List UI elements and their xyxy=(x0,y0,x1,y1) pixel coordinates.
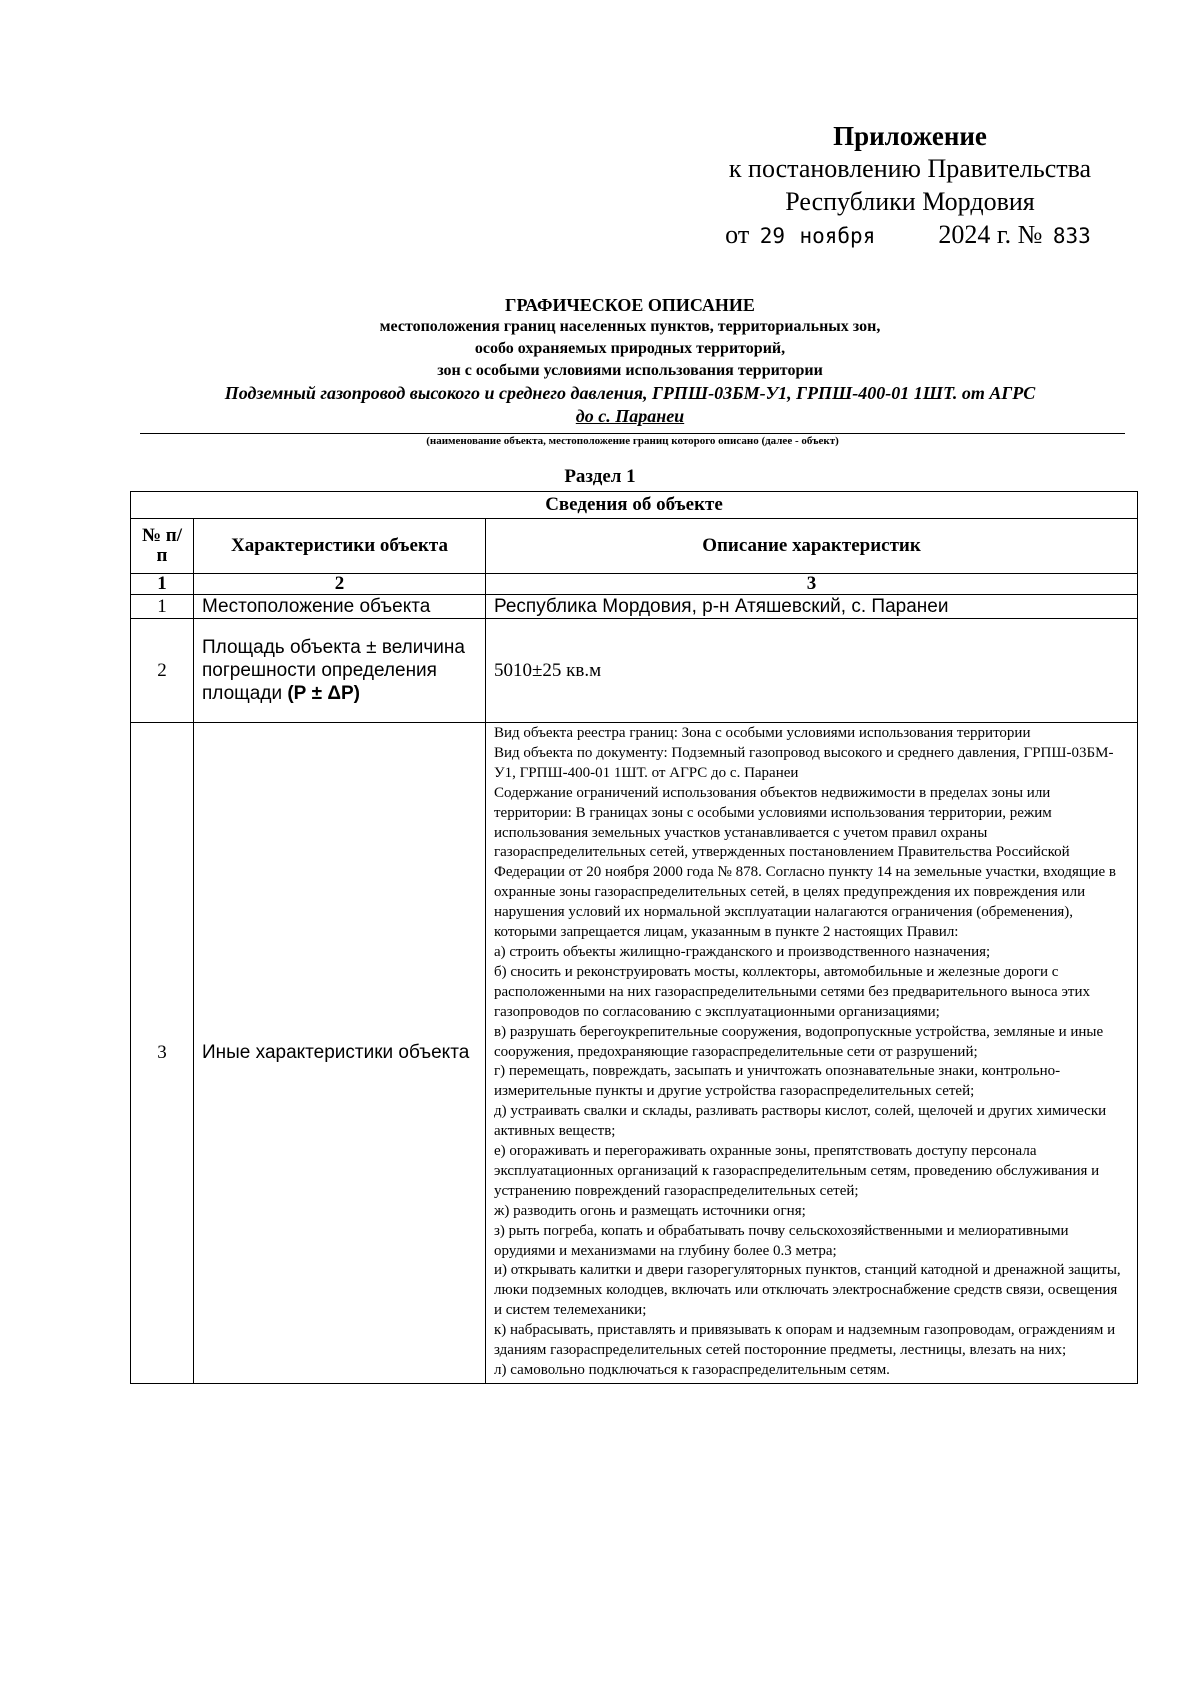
row-number: 2 xyxy=(131,619,194,723)
area-formula: (Р ± ΔР) xyxy=(287,683,360,704)
object-name-line-1: Подземный газопровод высокого и среднего давления, ГРПШ-03БМ-У1, ГРПШ-400-01 1ШТ. от АГРС xyxy=(224,383,1036,403)
restriction-paragraph: г) перемещать, повреждать, засыпать и уничтожать опознавательные знаки, контрольно-измерительные пункты и другие устройства газораспределительных сетей; xyxy=(494,1063,1061,1100)
object-name-underline xyxy=(140,433,1125,434)
restriction-paragraph: Вид объекта по документу: Подземный газопровод высокого и среднего давления, ГРПШ-03БМ-У1, ГРПШ-400-01 1ШТ. от АГРС до с. Паранеи xyxy=(494,744,1114,781)
row-value xyxy=(486,723,1138,1384)
table-row xyxy=(131,723,1138,1384)
table-row xyxy=(131,619,1138,723)
header-description: Описание характеристик xyxy=(486,519,1138,574)
restriction-paragraph: л) самовольно подключаться к газораспределительным сетям. xyxy=(494,1362,890,1378)
column-number-3: 3 xyxy=(486,574,1138,595)
column-number-2: 2 xyxy=(194,574,486,595)
heading-line-1: местоположения границ населенных пунктов, территориальных зон, xyxy=(379,318,881,335)
heading-line-2: особо охраняемых природных территорий, xyxy=(474,340,786,357)
row-characteristic: Местоположение объекта xyxy=(194,595,486,619)
date-day: 29 xyxy=(759,224,785,248)
table-row xyxy=(131,595,1138,619)
date-year: 2024 г. № xyxy=(938,220,1043,249)
document-heading xyxy=(130,294,1130,428)
object-name-caption: (наименование объекта, местоположение границ которого описано (далее - объект) xyxy=(426,435,839,447)
heading-title: ГРАФИЧЕСКОЕ ОПИСАНИЕ xyxy=(505,295,755,315)
restriction-paragraph: Вид объекта реестра границ: Зона с особыми условиями использования территории xyxy=(494,725,1031,741)
header-number: № п/п xyxy=(131,519,194,574)
restriction-paragraph: Содержание ограничений использования объектов недвижимости в пределах зоны или территории: В границах зоны с особыми условиями использования территории, режим использования земельных участков устанавливается с учетом правил охраны газораспределительных сетей, утвержденных постановлением Правительства Российской Федерации от 20 ноября 2000 года № 878. Согласно пункту 14 на земельные участки, входящие в охранные зоны газораспределительных сетей, в целях предупреждения их повреждения или нарушения условий их нормальной эксплуатации налагаются ограничения (обременения), которыми запрещается лицам, указанным в пункте 2 настоящих Правил: xyxy=(494,784,1116,941)
header-characteristic: Характеристики объекта xyxy=(194,519,486,574)
object-name-line-2: до с. Паранеи xyxy=(575,406,685,426)
restriction-paragraph: в) разрушать берегоукрепительные сооружения, водопропускные устройства, земляные и иные сооружения, предохраняющие газораспределительные сети от разрушений; xyxy=(494,1023,1104,1060)
date-prefix: от xyxy=(725,220,750,249)
row-value: Республика Мордовия, р-н Атяшевский, с. Паранеи xyxy=(486,595,1138,619)
row-number: 1 xyxy=(131,595,194,619)
area-label: Площадь объекта ± величина погрешности определения площади xyxy=(202,637,465,704)
row-value: 5010±25 кв.м xyxy=(486,619,1138,723)
restriction-paragraph: и) открывать калитки и двери газорегуляторных пунктов, станций катодной и дренажной защиты, люки подземных колодцев, включать или отключать электроснабжение средств связи, освещения и систем телемеханики; xyxy=(494,1262,1121,1319)
row-characteristic xyxy=(194,619,486,723)
document-number: 833 xyxy=(1052,224,1091,248)
restriction-paragraph: б) сносить и реконструировать мосты, коллекторы, автомобильные и железные дороги с расположенными на них газораспределительными сетями без предварительного выноса этих газопроводов по согласованию с эксплуатационными организациями; xyxy=(494,963,1090,1020)
date-month: ноября xyxy=(799,224,876,248)
heading-line-3: зон с особыми условиями использования территории xyxy=(437,362,823,379)
section-title: Раздел 1 xyxy=(564,466,636,487)
appendix-line-1: к постановлению Правительства xyxy=(728,154,1092,183)
appendix-line-2: Республики Мордовия xyxy=(785,187,1035,216)
row-characteristic: Иные характеристики объекта xyxy=(194,723,486,1384)
appendix-block xyxy=(700,120,1120,253)
restriction-paragraph: ж) разводить огонь и размещать источники огня; xyxy=(494,1202,806,1219)
restriction-paragraph: з) рыть погреба, копать и обрабатывать почву сельскохозяйственными и мелиоративными орудиями и механизмами на глубину более 0.3 метра; xyxy=(494,1222,1069,1259)
restriction-paragraph: е) огораживать и перегораживать охранные зоны, препятствовать доступу персонала эксплуатационных организаций к газораспределительным сетям, проведению обслуживания и устранению повреждений газораспределительных сетей; xyxy=(494,1143,1100,1199)
table-banner: Сведения об объекте xyxy=(131,492,1138,519)
column-number-1: 1 xyxy=(131,574,194,595)
restriction-paragraph: д) устраивать свалки и склады, разливать растворы кислот, солей, щелочей и других химически активных веществ; xyxy=(494,1103,1107,1140)
appendix-title: Приложение xyxy=(833,121,987,151)
restriction-paragraph: к) набрасывать, приставлять и привязывать к опорам и надземным газопроводам, ограждениям и зданиям газораспределительных сетей посторонние предметы, лестницы, влезать на них; xyxy=(494,1322,1116,1359)
row-number: 3 xyxy=(131,723,194,1384)
restriction-paragraph: а) строить объекты жилищно-гражданского и производственного назначения; xyxy=(494,943,991,960)
appendix-date xyxy=(700,218,1120,253)
object-info-table xyxy=(130,491,1138,1384)
